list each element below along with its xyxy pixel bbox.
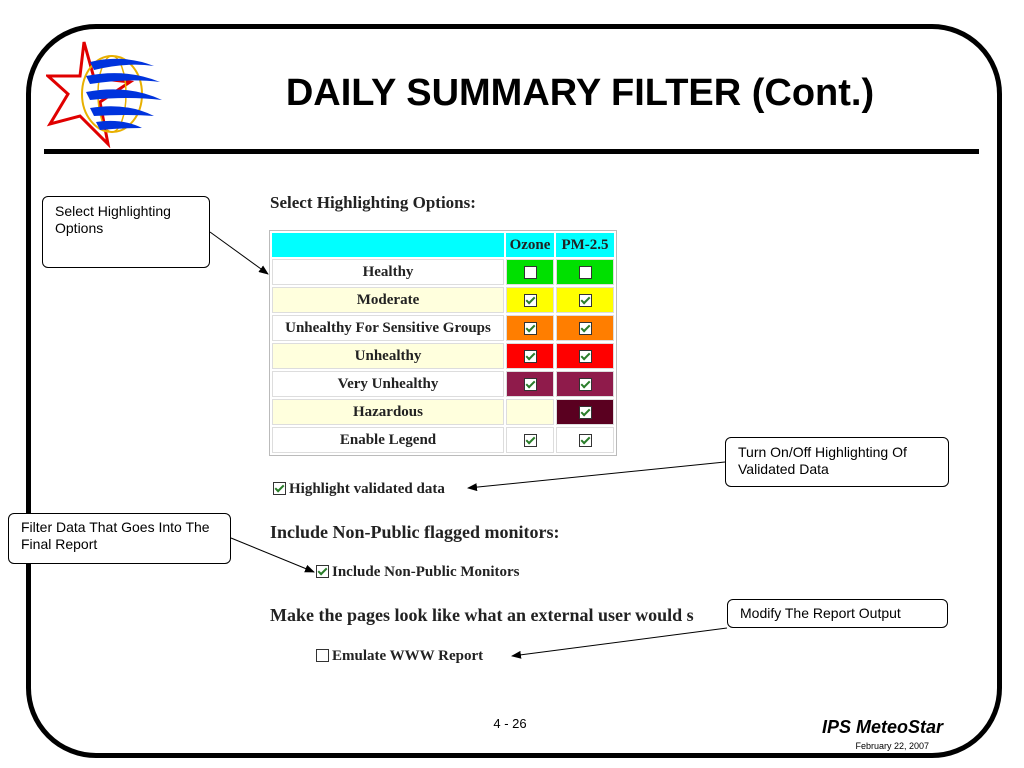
arrow-select-highlighting [210,232,268,274]
slide-title: DAILY SUMMARY FILTER (Cont.) [285,72,875,114]
callout-modify-output: Modify The Report Output [727,599,948,628]
row-label: Very Unhealthy [272,371,504,397]
brand-name: IPS MeteoStar [821,717,943,737]
row-label: Unhealthy [272,343,504,369]
row-label: Healthy [272,259,504,285]
nonpublic-heading: Include Non-Public flagged monitors: [270,522,560,542]
row-label: Enable Legend [272,427,504,453]
row-label: Moderate [272,287,504,313]
header-pm25: PM-2.5 [556,233,614,257]
header-ozone: Ozone [506,233,554,257]
emulate-www-label: Emulate WWW Report [332,648,484,664]
callout-filter-data: Filter Data That Goes Into The Final Report [8,513,231,564]
highlighting-options-heading: Select Highlighting Options: [270,193,476,212]
callout-turn-onoff: Turn On/Off Highlighting Of Validated Data [725,437,949,487]
footer-date: February 22, 2007 [855,741,929,751]
row-label: Hazardous [272,399,504,425]
include-nonpublic-label: Include Non-Public Monitors [332,564,520,580]
callout-select-highlighting: Select Highlighting Options [42,196,210,268]
arrow-filter-data [231,538,314,572]
external-user-heading: Make the pages look like what an external user would s [270,605,694,625]
page-number: 4 - 26 [493,716,527,731]
row-label: Unhealthy For Sensitive Groups [272,315,504,341]
arrow-modify-output [512,628,727,656]
highlight-validated-label: Highlight validated data [289,481,445,497]
arrow-turn-onoff [468,462,725,488]
